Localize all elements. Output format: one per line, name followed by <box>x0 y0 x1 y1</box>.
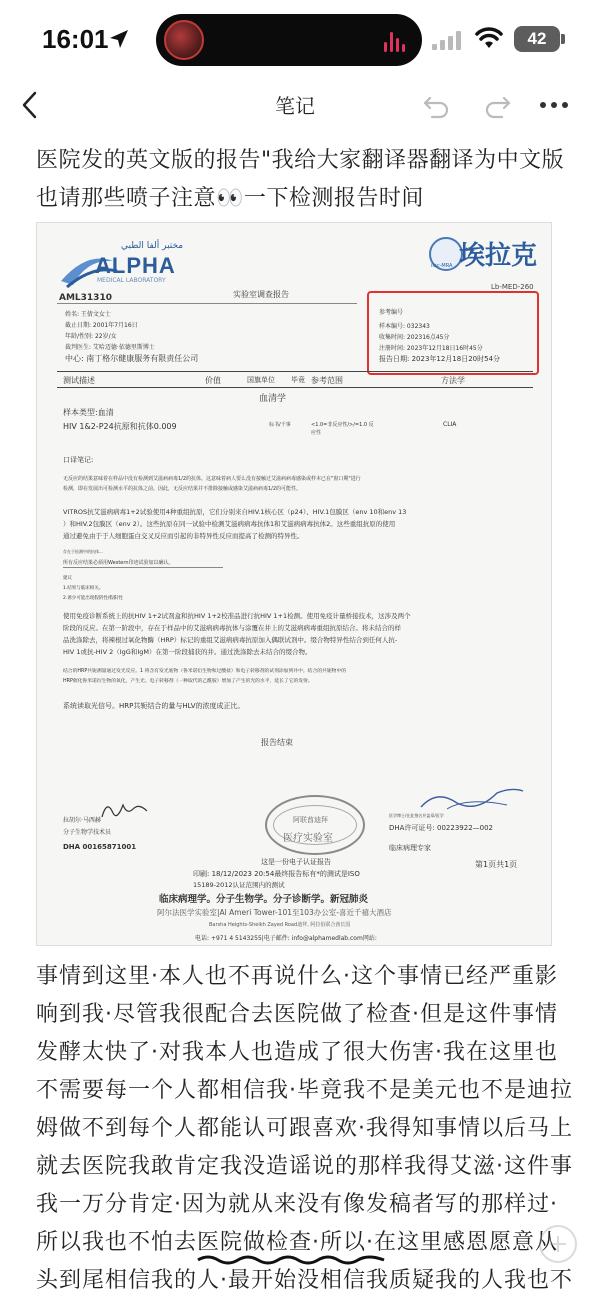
method-line: HIV 1或抗-HIV 2（IgG和IgM）在第一阶段捕获的井。通过洗涤除去未结合的缀合物。 <box>63 648 312 656</box>
patient-name: 姓名: 王倩文女士 <box>65 311 111 318</box>
sample-number: 样本编号: 032343 <box>379 323 430 330</box>
seal-text: 医疗实验室 <box>283 833 333 844</box>
alpha-arabic-name: مختبر ألفا الطبي <box>121 241 184 251</box>
signer2-license: DHA许可证号: 00223922—002 <box>389 824 494 832</box>
col-value: 价值 <box>205 376 221 385</box>
patient-age-gender: 年龄/性别: 22岁/女 <box>65 333 117 340</box>
intro-line: 也请那些喷子注意👀一下检测报告时间 <box>36 186 424 211</box>
test-unit: 标书/千事 <box>269 422 291 428</box>
register-time: 注册时间: 2023年12月18日16时45分 <box>379 345 483 352</box>
test-reference-cont: 应性 <box>311 430 322 436</box>
body-line: 发酵太快了·对我本人也造成了很大伤害·我在这里也 <box>36 1040 558 1065</box>
more-options-icon[interactable] <box>540 102 568 110</box>
signer2-role: 临床病理专家 <box>389 844 431 852</box>
body-line: 事情到这里·本人也不再说什么·这个事情已经严重影 <box>36 964 558 989</box>
vitros-line: 通过避免由于于人细胞蛋白交叉反应而引起的非特异性反应而提高了检测的特异性。 <box>63 532 304 540</box>
ref-number: 参考编号 <box>379 309 404 316</box>
divider <box>57 303 357 304</box>
undo-icon[interactable] <box>422 92 450 118</box>
iso-note: 15189-2012认证范围内的测试 <box>193 881 285 889</box>
body-line: 姆做不到每个人都能认可跟喜欢·我得知事情以后马上 <box>36 1116 573 1141</box>
comment-line: 检测，即在发展出可检测水平的抗体之前。因此，无反应结果并不排除接触或感染艾滋病病毒1/2的可能性。 <box>63 486 302 492</box>
method-line: 阶段的反应。在第一阶段中，存在于样品中的艾滋病病毒抗体与涂覆在井上的艾滋病病毒重组抗原结合。将未结合的样 <box>63 624 401 632</box>
col-unit: 国旗单位 <box>247 376 275 384</box>
watermark-icon <box>536 1222 580 1266</box>
patient-dob: 截止日期: 2001年7月16日 <box>65 322 138 329</box>
col-test-description: 测试描述 <box>63 376 95 385</box>
wifi-icon <box>474 24 504 50</box>
comment-line: 无反应的结果意味着在样品中没有检测到艾滋病病毒1/2的抗体。这意味着病人要么没有接触过艾滋病病毒感染或样本已在"窗口期"进行 <box>63 476 361 482</box>
lab-report-image[interactable] <box>36 222 552 946</box>
collect-time: 收集时间: 202316点45分 <box>379 334 450 341</box>
col-reference: 参考范围 <box>311 376 343 385</box>
signer-name: 拉胡尔·马西赫 <box>63 817 101 824</box>
referring-doctor: 裁判医生: 艾哈迈德·依德里斯博士 <box>65 344 155 351</box>
test-reference: <1.0=非反应性/>/=1.0 反 <box>311 422 374 428</box>
signer-license: DHA 00165871001 <box>63 843 137 851</box>
system-read: 系统读取光信号。HRP共轭结合的量与HLV的浓度成正比。 <box>63 702 245 710</box>
note-intro <box>36 142 566 218</box>
method-line: 品洗涤除去，将辣根过氧化物酶（HRP）标记的重组艾滋病病毒抗原加入偶联试剂中。缀合物特异性结合到任何人抗- <box>63 636 398 644</box>
divider <box>63 567 223 568</box>
battery-tip <box>561 34 565 44</box>
body-line: 我一万分肯定·因为就从来没有像发稿者写的那样过· <box>36 1192 558 1217</box>
hrp-line: HRP催化鲁米诺衍生物的氧化，产生光。电子转移剂（一种取代的乙酰胺）增加了产生的光的水平，延长了它的发射。 <box>63 679 313 684</box>
advice-line: 2.诱少可能出现假阴性/假阳性 <box>63 596 123 601</box>
vitros-line: VITROS抗艾滋病病毒1+2试验使用4种重组抗原，它们分别来自HIV.1核心区（p24）、HIV.1包膜区（env 10和env 13 <box>63 508 407 516</box>
signer-role: 分子生物学技术员 <box>63 829 112 836</box>
sample-type: 样本类型:血清 <box>63 408 114 417</box>
test-method: CLIA <box>443 421 457 428</box>
status-bar <box>0 0 590 80</box>
footer-address: Barsha Heights-Sheikh Zayed Road迪拜, 阿拉伯联合酋长国 <box>209 922 351 928</box>
status-time: 16:01 <box>42 24 109 54</box>
accreditation-code: Lb-MED-260 <box>491 283 534 291</box>
vitros-line: ）和HIV.2包膜区（env 2）。这些抗原在同一试验中检测艾滋病病毒抗体1和艾滋病病毒抗体2。这些重组抗原的使用 <box>63 520 396 528</box>
cellular-signal-icon <box>432 30 462 50</box>
table-border <box>57 387 533 388</box>
ilac-mark: ilac-MRA <box>431 263 453 269</box>
dynamic-island[interactable] <box>156 14 422 66</box>
report-time: 报告日期: 2023年12月18日20时54分 <box>379 355 501 363</box>
page-title: 笔记 <box>275 94 315 118</box>
signature-icon <box>417 783 527 813</box>
test-name: HIV 1&2-P24抗原和抗体0.009 <box>63 422 177 431</box>
battery-indicator: 42 <box>514 26 560 52</box>
center-name: 中心: 南丁格尔健康服务有限责任公司 <box>65 354 199 363</box>
body-line: 就去医院我敢肯定我没造谣说的那样我得艾滋·这件事 <box>36 1154 573 1179</box>
footer-address: 阿尔法医学实验室|Al Ameri Tower-101至103办公室-喜近千禧大酒店 <box>157 908 392 917</box>
footer-contact: 电话: +971 4 5143255|电子邮件: info@alphamedlab.com网站: <box>195 935 377 942</box>
body-line: 不需要每一个人都相信我·毕竟我不是美元也不是迪拉 <box>36 1078 573 1103</box>
note-body <box>36 958 573 1300</box>
advice-line: 1.结果与临床相关。 <box>63 586 104 591</box>
body-line: 响到我·尽管我很配合去医院做了检查·但是这件事情 <box>36 1002 558 1027</box>
hrp-line: 结合的HRP共轭测量通过发光反应。1 将含有发光底物（鲁米诺衍生物和过酸盐）和电子转移剂的试剂添加到井中。结合的共轭物中的 <box>63 669 347 674</box>
note-line: 所有反应结果必须用Western印迹试验加以确认。 <box>63 560 174 566</box>
audio-bars-icon <box>384 30 406 52</box>
page-number: 第1页共1页 <box>475 860 518 869</box>
method-line: 使用免疫诊断系统上的抗HIV 1+2试剂盒和抗HIV 1+2校准品进行抗HIV 1+1检测。使用免疫计量桥接技术，这涉及两个 <box>63 612 411 620</box>
accreditation-name: 埃拉克 <box>459 241 538 271</box>
intro-line: 医院发的英文版的报告"我给大家翻译器翻译为中文版 <box>36 148 565 173</box>
note-line: 存在于检测中的抗体... <box>63 549 103 554</box>
comment-title: 口译笔记: <box>63 456 94 464</box>
body-line: 所以我也不怕去医院做检查·所以·在这里感恩愿意从 <box>36 1230 558 1255</box>
alpha-logo-sub: MEDICAL LABORATORY <box>97 277 166 284</box>
footer-specialty: 临床病理学。分子生物学。分子诊断学。新冠肺炎 <box>159 894 369 905</box>
report-code: AML31310 <box>59 293 112 303</box>
redo-icon[interactable] <box>484 92 512 118</box>
electronic-note: 这是一份电子认证报告 <box>261 858 331 866</box>
signer2-line: 医学博士/在此签名并盖章/医学 <box>389 813 444 818</box>
printed-note: 印刷: 18/12/2023 20:54最终报告标有*的测试是ISO <box>193 870 360 878</box>
col-method: 方法学 <box>441 376 465 385</box>
alpha-logo-text: ALPHA <box>95 253 176 278</box>
report-title: 实验室调查报告 <box>233 290 289 299</box>
signature-icon <box>97 795 157 825</box>
location-arrow-icon <box>108 28 130 50</box>
advice-title: 建议 <box>63 576 72 581</box>
body-line: 头到尾相信我的人·最开始没相信我质疑我的人我也不 <box>36 1268 573 1293</box>
section-title: 血清学 <box>259 394 287 404</box>
seal-text: 阿联酋迪拜 <box>293 816 328 824</box>
table-border <box>57 371 533 372</box>
nav-bar <box>0 80 590 130</box>
scribble-mark <box>196 1252 386 1266</box>
col-after: 毕竟 <box>291 376 305 384</box>
avatar <box>164 20 204 60</box>
report-end: 报告结束 <box>261 738 293 747</box>
